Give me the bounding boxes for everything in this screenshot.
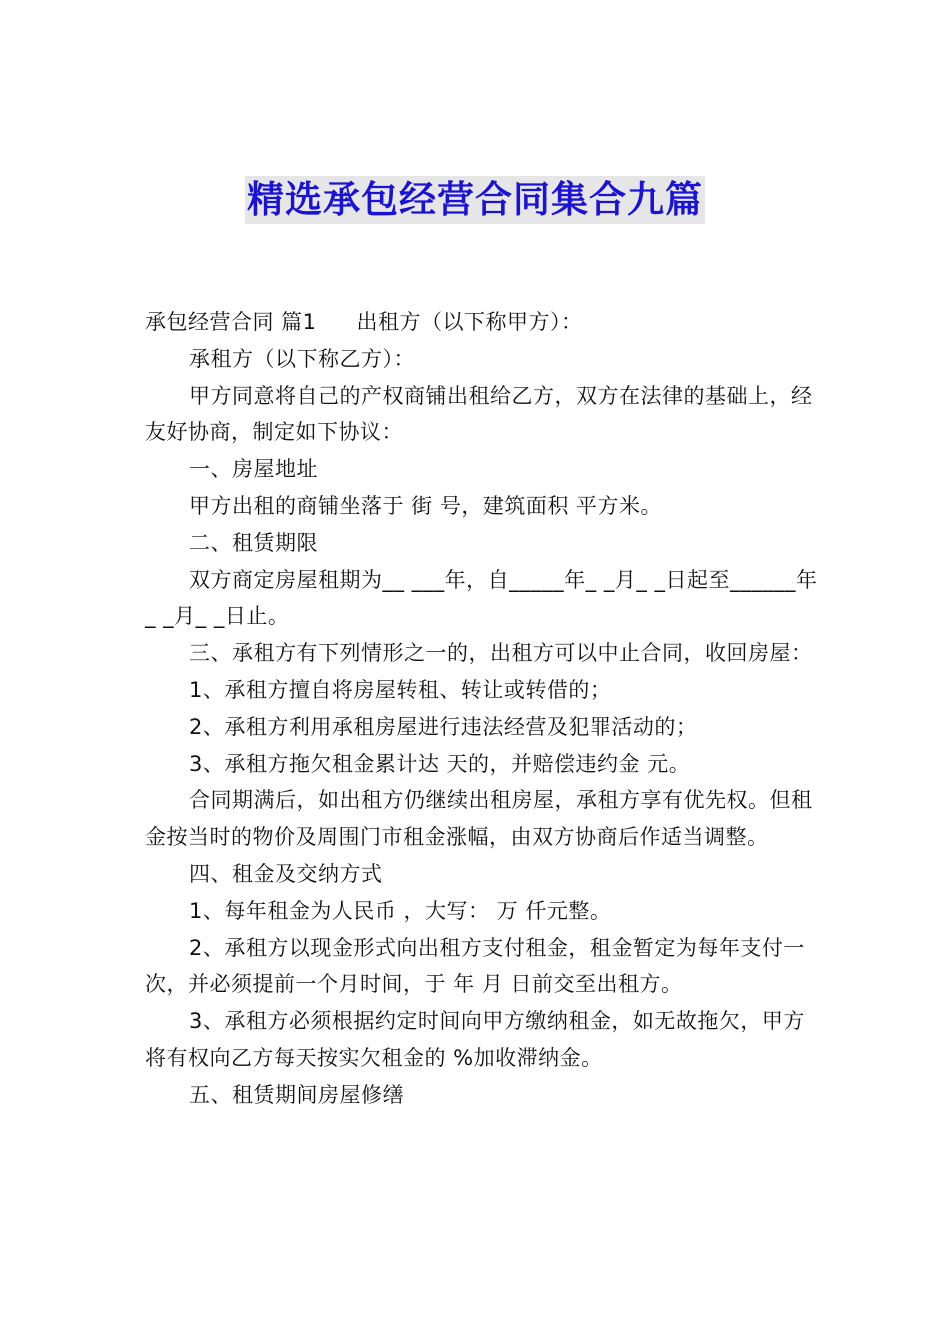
paragraph: 甲方同意将自己的产权商铺出租给乙方，双方在法律的基础上，经友好协商，制定如下协议：	[145, 383, 813, 445]
section-heading: 四、租金及交纳方式	[189, 861, 383, 886]
paragraph: 承租方（以下称乙方）：	[189, 346, 415, 371]
list-item: 1、承租方擅自将房屋转租、转让或转借的；	[189, 677, 612, 702]
list-item: 2、承租方以现金形式向出租方支付租金，租金暂定为每年支付一次，并必须提前一个月时间，于 年 月 日前交至出租方。	[145, 935, 805, 997]
section-heading: 五、租赁期间房屋修缮	[189, 1082, 404, 1107]
paragraph: 甲方出租的商铺坐落于 街 号，建筑面积 平方米。	[189, 493, 663, 518]
document-body	[145, 304, 825, 1114]
document-title: 精选承包经营合同集合九篇	[245, 176, 705, 224]
list-item: 1、每年租金为人民币 ，大写： 万 仟元整。	[189, 898, 612, 923]
paragraph: 合同期满后，如出租方仍继续出租房屋，承租方享有优先权。但租金按当时的物价及周围门市租金涨幅，由双方协商后作适当调整。	[145, 788, 813, 850]
lessor-line: 出租方（以下称甲方）：	[356, 310, 583, 334]
section-heading: 一、房屋地址	[189, 457, 318, 482]
list-item: 3、承租方必须根据约定时间向甲方缴纳租金，如无故拖欠，甲方将有权向乙方每天按实欠租金的 %加收滞纳金。	[145, 1009, 805, 1070]
contract-section-label: 承包经营合同 篇1	[145, 310, 317, 334]
paragraph: 双方商定房屋租期为__ ___年，自_____年_ _月_ _日起至______年_ _月_ _日止。	[145, 567, 818, 629]
list-item: 2、承租方利用承租房屋进行违法经营及犯罪活动的；	[189, 714, 698, 739]
section-heading: 三、承租方有下列情形之一的，出租方可以中止合同，收回房屋：	[189, 641, 813, 666]
title-container	[0, 176, 950, 224]
section-heading: 二、租赁期限	[189, 530, 318, 555]
list-item: 3、承租方拖欠租金累计达 天的，并赔偿违约金 元。	[189, 751, 691, 776]
contract-heading-line	[145, 304, 825, 341]
